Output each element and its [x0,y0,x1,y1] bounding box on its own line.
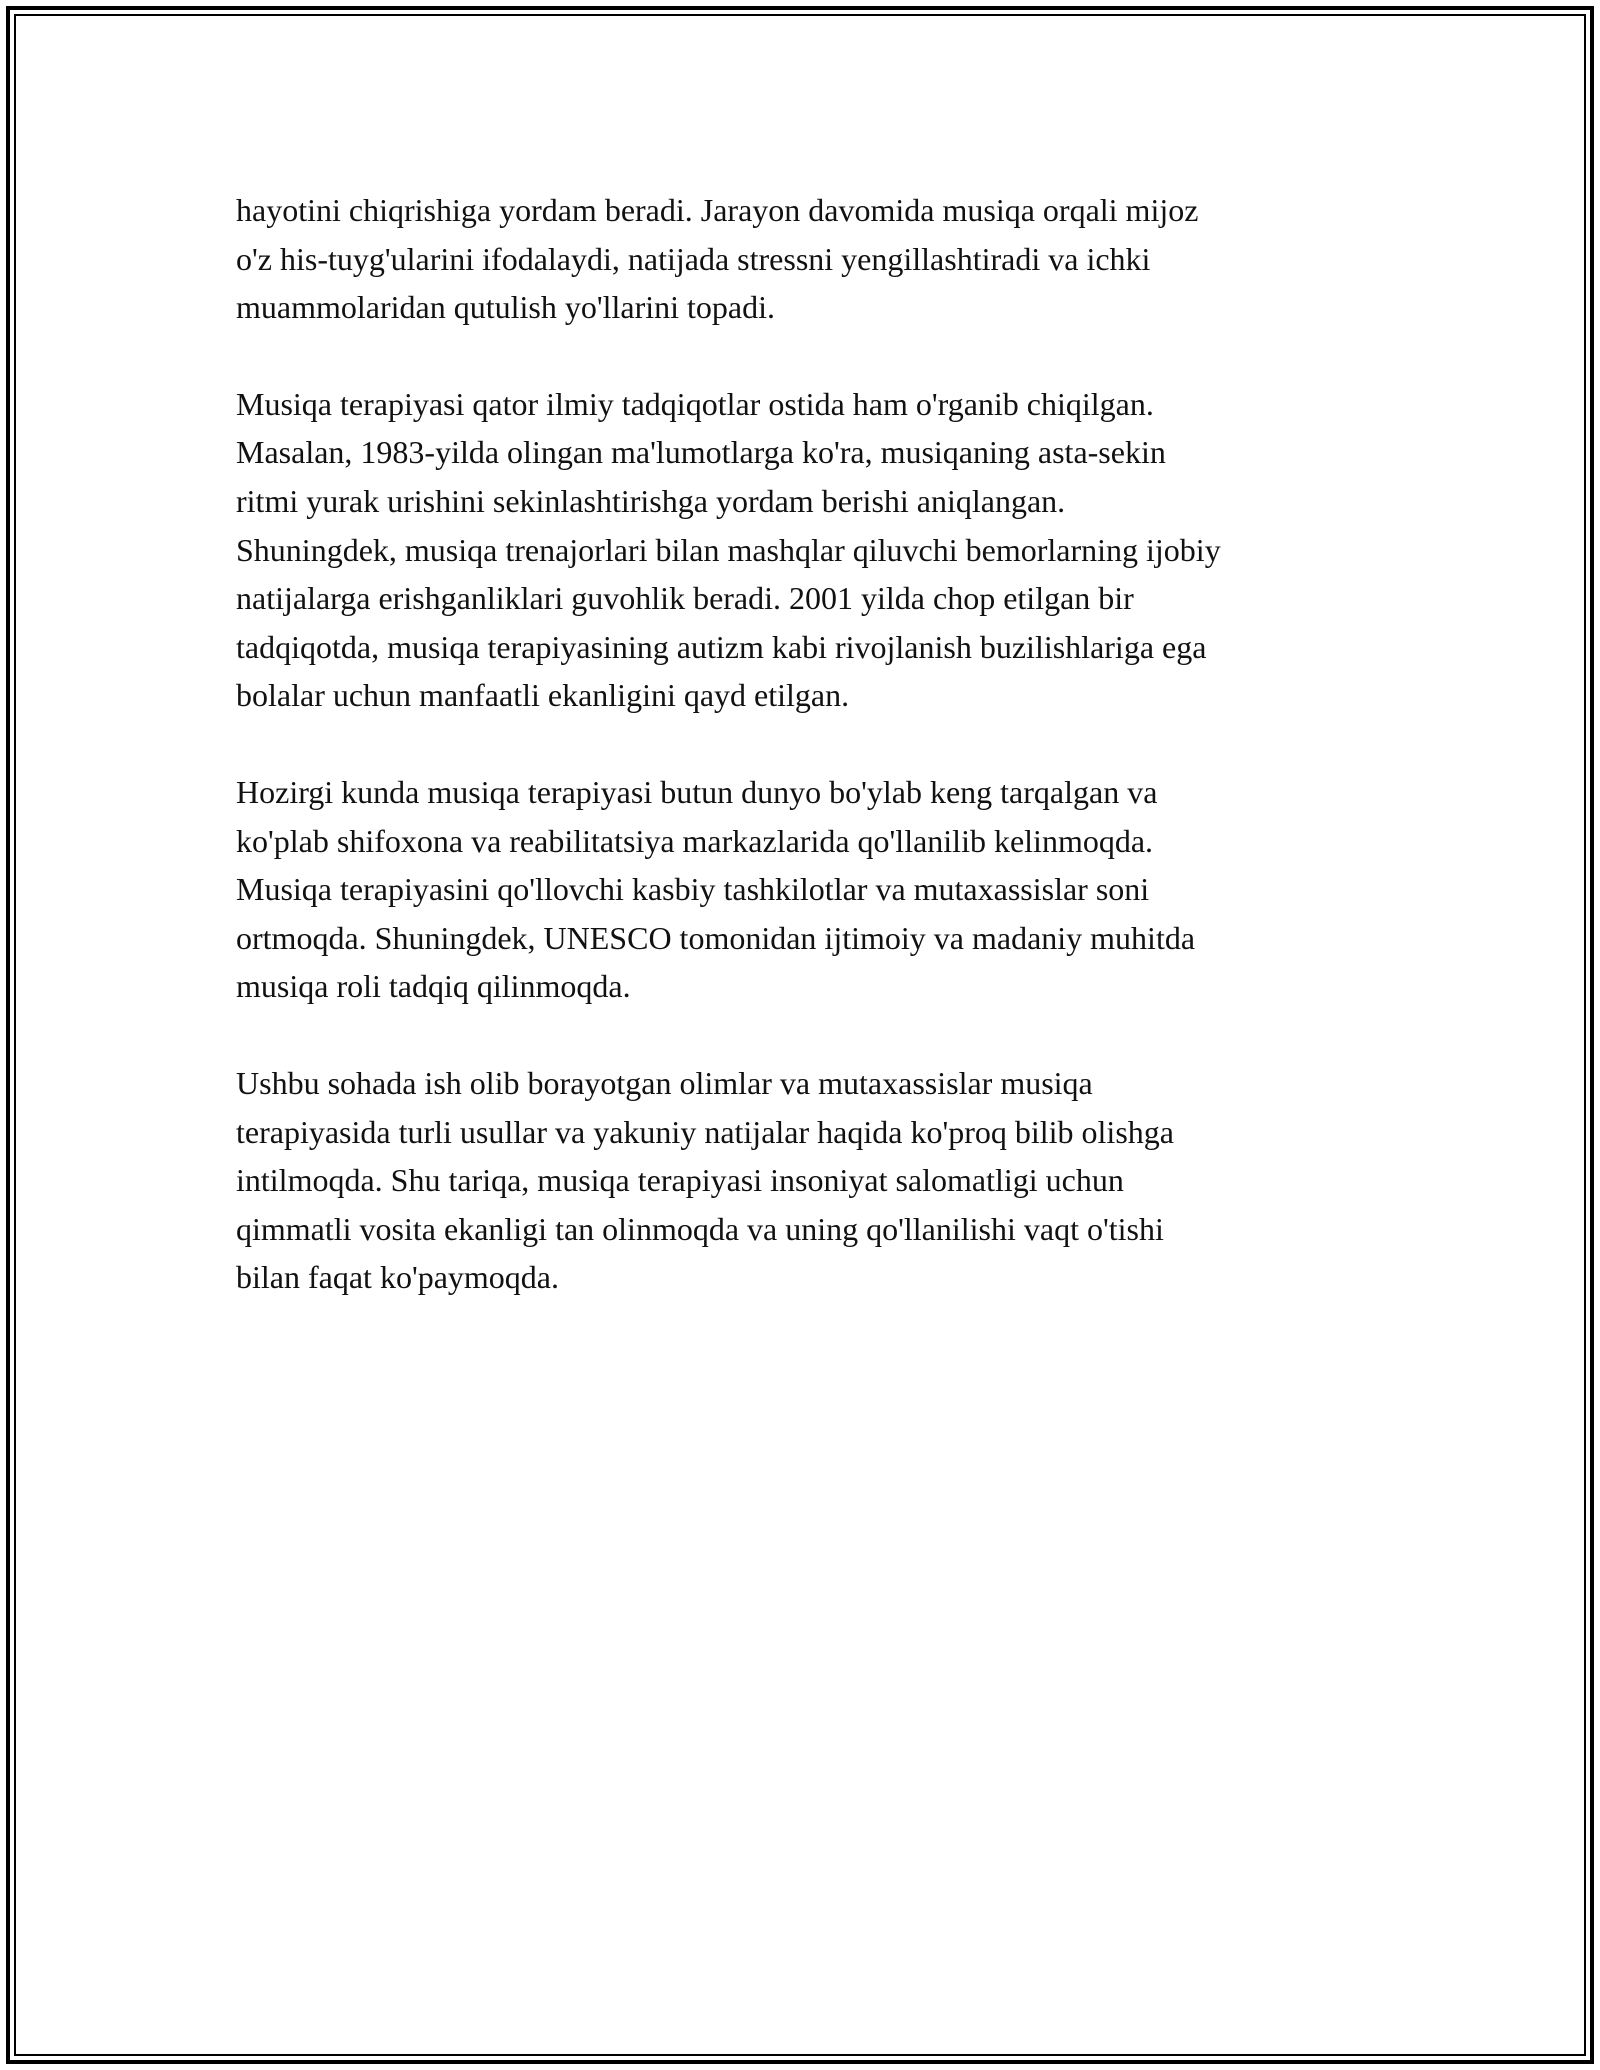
paragraph-3: Hozirgi kunda musiqa terapiyasi butun dunyo bo'ylab keng tarqalgan va ko'plab shifoxona va reabilitatsiya markazlarida qo'llanilib kelinmoqda. Musiqa terapiyasini qo'llovchi kasbiy tashkilotlar va mutaxassislar soni ortmoqda. Shuningdek, UNESCO tomonidan ijtimoiy va madaniy muhitda musiqa roli tadqiq qilinmoqda. [236,773,1196,1005]
paragraph-1: hayotini chiqrishiga yordam beradi. Jarayon davomida musiqa orqali mijoz o'z his-tuyg'ularini ifodalaydi, natijada stressni yengillashtiradi va ichki muammolaridan qutulish yo'llarini topadi. [236,192,1199,326]
paragraph-4: Ushbu sohada ish olib borayotgan olimlar va mutaxassislar musiqa terapiyasida turli usullar va yakuniy natijalar haqida ko'proq bilib olishga intilmoqda. Shu tariqa, musiqa terapiyasi insoniyat salomatligi uchun qimmatli vosita ekanligi tan olinmoqda va uning qo'llanilishi vaqt o'tishi bilan faqat ko'paymoqda. [236,1064,1174,1296]
paragraph-2: Musiqa terapiyasi qator ilmiy tadqiqotlar ostida ham o'rganib chiqilgan. Masalan, 1983-yilda olingan ma'lumotlarga ko'ra, musiqaning asta-sekin ritmi yurak urishini sekinlashtirishga yordam berishi aniqlangan. Shuningdek, musiqa trenajorlari bilan mashqlar qiluvchi bemorlarning ijobiy natijalarga erishganliklari guvohlik beradi. 2001 yilda chop etilgan bir tadqiqotda, musiqa terapiyasining autizm kabi rivojlanish buzilishlariga ega bolalar uchun manfaatli ekanligini qayd etilgan. [236,385,1221,714]
document-body [236,186,1386,1350]
